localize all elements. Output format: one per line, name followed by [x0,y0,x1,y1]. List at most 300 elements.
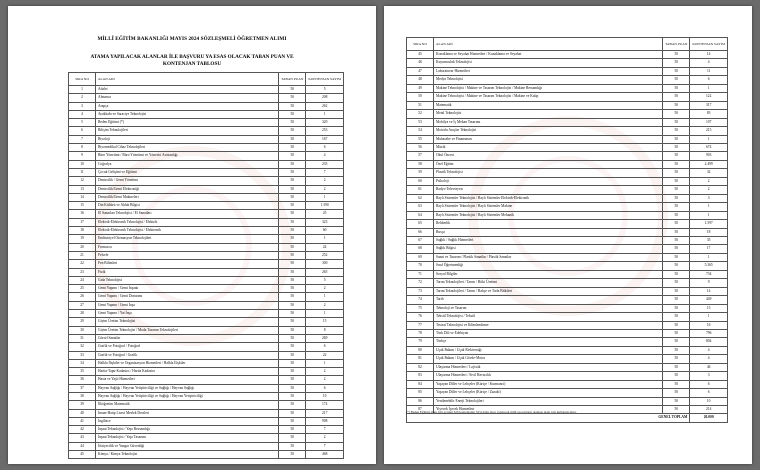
cell-alan-adi: Elektrik-Elektronik Teknolojisi / Elektronik [96,227,279,235]
cell-alan-adi: Bilişim Teknolojileri [96,127,279,135]
cell-taban-puan: 50 [279,343,306,351]
cell-sira-no: 35 [69,368,96,376]
cell-alan-adi: Gemi Yapımı / Yat İnşa [96,310,279,318]
cell-kontenjan: 5 [306,276,344,284]
cell-taban-puan: 50 [663,203,690,211]
table-row [69,326,344,334]
cell-alan-adi: Din Kültürü ve Ahlak Bilgisi [96,202,279,210]
cell-alan-adi: Kimya / Kimya Teknolojisi [96,451,279,459]
cell-alan-adi: Halkla İlişkiler ve Organizasyon Hizmetleri / Halkla İlişkiler [96,359,279,367]
cell-taban-puan: 50 [279,285,306,293]
table-row [69,434,344,442]
cell-sira-no: 3 [69,102,96,110]
cell-sira-no: 14 [69,193,96,201]
cell-taban-puan: 50 [279,417,306,425]
cell-alan-adi: Tekstil Teknolojisi / Tekstil [434,313,663,321]
table-row [69,86,344,94]
cell-sira-no: 84 [407,380,434,388]
cell-taban-puan: 50 [279,218,306,226]
cell-taban-puan: 50 [279,376,306,384]
table-row [69,384,344,392]
cell-alan-adi: Fen Bilimleri [96,260,279,268]
cell-taban-puan: 50 [279,260,306,268]
table-row [407,228,728,236]
cell-sira-no: 9 [69,152,96,160]
table-row [69,368,344,376]
cell-sira-no: 64 [407,211,434,219]
cell-kontenjan: 208 [306,94,344,102]
cell-taban-puan: 50 [279,384,306,392]
header-alan-adi: ALAN ADI [434,38,663,51]
table-body-left [69,86,344,459]
cell-kontenjan: 2 [306,301,344,309]
table-row [69,351,344,359]
cell-taban-puan: 50 [663,186,690,194]
cell-alan-adi: Hayvan Sağlığı / Hayvan Yetiştiriciliği ve Sağlığı / Hayvan Sağlığı [96,384,279,392]
cell-kontenjan: 17 [690,245,728,253]
cell-kontenjan: 8 [306,326,344,334]
cell-kontenjan: 2 [690,186,728,194]
table-header-row [69,73,344,86]
cell-alan-adi: Gemi Yapımı / Gemi İnşa [96,301,279,309]
cell-alan-adi: İmam-Hatip Lisesi Meslek Dersleri [96,409,279,417]
header-taban-puan: TABAN PUAN [663,38,690,51]
cell-taban-puan: 50 [279,86,306,94]
table-row [407,338,728,346]
cell-alan-adi: Biyoloji [96,135,279,143]
cell-alan-adi: İngilizce [96,417,279,425]
table-row [407,76,728,84]
cell-kontenjan: 908 [306,417,344,425]
cell-kontenjan: 1.597 [690,220,728,228]
table-row [407,152,728,160]
cell-sira-no: 75 [407,304,434,312]
table-row [69,152,344,160]
table-row [69,376,344,384]
table-row [69,193,344,201]
cell-taban-puan: 50 [279,160,306,168]
cell-sira-no: 36 [69,376,96,384]
cell-kontenjan: 323 [306,218,344,226]
cell-sira-no: 77 [407,321,434,329]
table-row [69,202,344,210]
cell-taban-puan: 50 [663,406,690,414]
cell-alan-adi: İlköğretim Matematik [96,401,279,409]
cell-kontenjan: 674 [690,143,728,151]
cell-kontenjan: 7 [306,168,344,176]
cell-taban-puan: 50 [279,243,306,251]
table-row [407,101,728,109]
cell-sira-no: 82 [407,363,434,371]
table-row [407,329,728,337]
cell-alan-adi: Ulaştırma Hizmetleri / Lojistik [434,363,663,371]
document-page-right [384,6,752,464]
cell-taban-puan: 50 [279,135,306,143]
cell-alan-adi: Endüstriyel Otomasyon Teknolojileri [96,235,279,243]
cell-alan-adi: Raylı Sistemler Teknolojisi / Raylı Sistemler Mekanik [434,211,663,219]
cell-sira-no: 86 [407,397,434,405]
cell-kontenjan: 122 [690,93,728,101]
quota-table-left [68,72,344,459]
table-row [69,310,344,318]
cell-sira-no: 7 [69,135,96,143]
cell-kontenjan: 9 [690,279,728,287]
header-alan-adi: ALAN ADI [96,73,279,86]
cell-alan-adi: Giyim Üretim Teknolojisi / Moda Tasarım Teknolojileri [96,326,279,334]
cell-alan-adi: Plastik Teknolojisi [434,169,663,177]
cell-taban-puan: 50 [663,236,690,244]
cell-sira-no: 87 [407,406,434,414]
cell-taban-puan: 50 [279,119,306,127]
cell-sira-no: 80 [407,346,434,354]
cell-alan-adi: Müzik [434,143,663,151]
table-row [407,304,728,312]
cell-taban-puan: 50 [279,451,306,459]
cell-sira-no: 18 [69,227,96,235]
table-row [407,296,728,304]
table-row [407,313,728,321]
cell-sira-no: 56 [407,143,434,151]
cell-sira-no: 12 [69,177,96,185]
table-row [69,144,344,152]
cell-taban-puan: 50 [663,93,690,101]
table-row [69,127,344,135]
table-row [407,127,728,135]
cell-taban-puan: 50 [663,329,690,337]
cell-sira-no: 61 [407,186,434,194]
cell-sira-no: 71 [407,270,434,278]
table-row [407,236,728,244]
cell-alan-adi: Adalet [96,86,279,94]
cell-kontenjan: 269 [306,334,344,342]
cell-alan-adi: Matematik [434,101,663,109]
cell-taban-puan: 50 [279,334,306,342]
cell-sira-no: 45 [69,451,96,459]
cell-sira-no: 24 [69,276,96,284]
cell-kontenjan: 10 [306,392,344,400]
cell-taban-puan: 50 [663,220,690,228]
cell-alan-adi: Okul Öncesi [434,152,663,160]
table-row [69,160,344,168]
cell-alan-adi: Laboratuvar Hizmetleri [434,67,663,75]
cell-kontenjan: 1 [690,135,728,143]
cell-taban-puan: 50 [279,251,306,259]
cell-kontenjan: 2.499 [690,160,728,168]
table-row [69,451,344,459]
quota-table-right [406,37,728,423]
cell-kontenjan: 253 [306,127,344,135]
cell-alan-adi: Biyomedikal Cihaz Teknolojileri [96,144,279,152]
cell-sira-no: 34 [69,359,96,367]
cell-kontenjan: 4 [306,152,344,160]
cell-sira-no: 28 [69,310,96,318]
cell-taban-puan: 50 [663,372,690,380]
cell-kontenjan: 15 [306,318,344,326]
cell-kontenjan: 6 [306,343,344,351]
table-row [407,84,728,92]
table-row [69,185,344,193]
cell-alan-adi: İtfaiyecilik ve Yangın Güvenliği [96,442,279,450]
cell-kontenjan: 25 [306,210,344,218]
cell-taban-puan: 50 [279,326,306,334]
cell-taban-puan: 50 [279,351,306,359]
table-row [69,334,344,342]
cell-taban-puan: 50 [279,426,306,434]
cell-taban-puan: 50 [663,245,690,253]
cell-sira-no: 85 [407,389,434,397]
table-row [407,346,728,354]
cell-taban-puan: 50 [663,135,690,143]
cell-taban-puan: 50 [663,110,690,118]
cell-alan-adi: Elektrik-Elektronik Teknolojisi / Elektrik [96,218,279,226]
cell-sira-no: 73 [407,287,434,295]
cell-kontenjan: 7 [306,426,344,434]
cell-sira-no: 66 [407,228,434,236]
cell-kontenjan: 1 [306,193,344,201]
cell-alan-adi: Büro Yönetimi / Büro Yönetimi ve Yönetici Asistanlığı [96,152,279,160]
cell-kontenjan: 11 [690,67,728,75]
header-kontenjan: KONTENJAN SAYISI [690,38,728,51]
cell-taban-puan: 50 [279,193,306,201]
cell-alan-adi: Rusça [434,228,663,236]
cell-kontenjan: 265 [306,268,344,276]
cell-sira-no: 79 [407,338,434,346]
cell-alan-adi: Beden Eğitimi (*) [96,119,279,127]
cell-alan-adi: Almanca [96,94,279,102]
cell-sira-no: 40 [69,409,96,417]
table-row [69,359,344,367]
cell-taban-puan: 50 [279,227,306,235]
cell-taban-puan: 50 [279,392,306,400]
cell-alan-adi: Sınıf Öğretmenliği [434,262,663,270]
table-row [69,110,344,118]
cell-kontenjan: 6 [306,144,344,152]
cell-alan-adi: Gemi Yapımı / Gemi İnşaatı [96,285,279,293]
cell-sira-no: 32 [69,343,96,351]
cell-kontenjan: 903 [690,152,728,160]
cell-sira-no: 19 [69,235,96,243]
document-subtitle [8,54,376,68]
cell-sira-no: 23 [69,268,96,276]
cell-kontenjan: 14 [690,51,728,59]
table-row [407,389,728,397]
document-page-left [8,6,376,464]
table-row [407,203,728,211]
cell-kontenjan: 6 [690,389,728,397]
cell-kontenjan: 1 [306,293,344,301]
table-row [407,67,728,75]
cell-kontenjan: 35 [690,236,728,244]
table-row [69,168,344,176]
cell-kontenjan: 804 [690,338,728,346]
cell-kontenjan: 6 [306,384,344,392]
table-row [407,211,728,219]
table-row [69,401,344,409]
total-row [407,414,728,422]
table-row [407,253,728,261]
table-row [69,119,344,127]
total-label: GENEL TOPLAM [407,414,690,422]
cell-alan-adi: Yiyecek İçecek Hizmetleri [434,406,663,414]
cell-sira-no: 62 [407,194,434,202]
cell-sira-no: 8 [69,144,96,152]
cell-sira-no: 46 [407,59,434,67]
table-row [69,210,344,218]
table-row [407,270,728,278]
cell-alan-adi: Fizik [96,268,279,276]
cell-taban-puan: 50 [279,235,306,243]
cell-kontenjan: 2 [306,376,344,384]
cell-sira-no: 53 [407,118,434,126]
cell-alan-adi: Çocuk Gelişimi ve Eğitimi [96,168,279,176]
cell-alan-adi: İnşaat Teknolojisi / Yapı Tasarımı [96,434,279,442]
cell-sira-no: 31 [69,334,96,342]
cell-sira-no: 67 [407,236,434,244]
cell-kontenjan: 167 [306,135,344,143]
cell-sira-no: 25 [69,285,96,293]
table-row [407,59,728,67]
table-row [69,260,344,268]
cell-kontenjan: 1 [690,203,728,211]
cell-taban-puan: 50 [663,143,690,151]
table-row [69,268,344,276]
cell-kontenjan: 4 [690,346,728,354]
cell-alan-adi: Raylı Sistemler Teknolojisi / Raylı Sistemler Elektrik-Elektronik [434,194,663,202]
cell-sira-no: 59 [407,169,434,177]
cell-sira-no: 52 [407,110,434,118]
table-row [69,243,344,251]
table-row [69,251,344,259]
cell-kontenjan: 174 [306,401,344,409]
cell-taban-puan: 50 [279,127,306,135]
cell-taban-puan: 50 [279,276,306,284]
cell-taban-puan: 50 [279,310,306,318]
table-row [407,169,728,177]
cell-kontenjan: 734 [690,270,728,278]
table-row [69,417,344,425]
cell-sira-no: 4 [69,110,96,118]
cell-taban-puan: 50 [663,253,690,261]
header-kontenjan: KONTENJAN SAYISI [306,73,344,86]
cell-sira-no: 70 [407,262,434,270]
cell-kontenjan: 262 [306,102,344,110]
cell-taban-puan: 50 [663,228,690,236]
cell-alan-adi: Giyim Üretim Teknolojisi [96,318,279,326]
document-title: MİLLÎ EĞİTİM BAKANLIĞI MAYIS 2024 SÖZLEŞMELİ ÖĞRETMEN ALIMI [97,36,287,42]
cell-alan-adi: Rehberlik [434,220,663,228]
cell-kontenjan: 1 [306,110,344,118]
cell-sira-no: 63 [407,203,434,211]
cell-taban-puan: 50 [663,51,690,59]
cell-taban-puan: 50 [279,210,306,218]
cell-sira-no: 72 [407,279,434,287]
table-row [407,93,728,101]
cell-kontenjan: 24 [306,243,344,251]
cell-taban-puan: 50 [279,442,306,450]
cell-kontenjan: 22 [306,351,344,359]
cell-kontenjan: 83 [690,110,728,118]
table-row [69,285,344,293]
cell-taban-puan: 50 [663,59,690,67]
header-taban-puan: TABAN PUAN [279,73,306,86]
table-header-row [407,38,728,51]
cell-alan-adi: Hayvan Sağlığı / Hayvan Yetiştiriciliği ve Sağlığı / Hayvan Yetiştiriciliği [96,392,279,400]
cell-taban-puan: 50 [279,202,306,210]
cell-sira-no: 50 [407,93,434,101]
cell-alan-adi: Uçak Bakım / Uçak Gövde-Motor [434,355,663,363]
table-row [407,287,728,295]
cell-kontenjan: 6 [690,76,728,84]
cell-alan-adi: Teknoloji ve Tasarım [434,304,663,312]
cell-taban-puan: 50 [663,160,690,168]
cell-alan-adi: Görsel Sanatlar [96,334,279,342]
cell-kontenjan: 468 [306,451,344,459]
cell-kontenjan: 1 [306,310,344,318]
cell-taban-puan: 50 [663,177,690,185]
cell-alan-adi: Türk Dili ve Edebiyatı [434,329,663,337]
cell-taban-puan: 50 [663,270,690,278]
subtitle-line-1: ATAMA YAPILACAK ALANLAR İLE BAŞVURU YA ESAS OLACAK TABAN PUAN VE [90,54,294,60]
table-row [407,135,728,143]
cell-alan-adi: Sağlık Bilgisi [434,245,663,253]
cell-alan-adi: Gemi Yapımı / Gemi Donatımı [96,293,279,301]
cell-sira-no: 39 [69,401,96,409]
cell-sira-no: 65 [407,220,434,228]
cell-sira-no: 16 [69,210,96,218]
table-row [407,397,728,405]
table-row [69,135,344,143]
cell-alan-adi: Ayakkabı ve Saraciye Teknolojisi [96,110,279,118]
cell-sira-no: 38 [69,392,96,400]
cell-sira-no: 1 [69,86,96,94]
cell-taban-puan: 50 [279,144,306,152]
cell-taban-puan: 50 [663,84,690,92]
cell-kontenjan: 1.590 [306,202,344,210]
cell-sira-no: 43 [69,434,96,442]
cell-taban-puan: 50 [663,313,690,321]
cell-kontenjan: 300 [306,260,344,268]
cell-alan-adi: Denizcilik / Gemi Yönetimi [96,177,279,185]
cell-alan-adi: Kuyumculuk Teknolojisi [434,59,663,67]
cell-sira-no: 45 [407,51,434,59]
cell-alan-adi: Makine Teknolojisi / Makine ve Tasarım Teknolojisi / Makine Ressamlığı [434,84,663,92]
cell-taban-puan: 50 [663,397,690,405]
cell-taban-puan: 50 [663,380,690,388]
subtitle-line-2: KONTENJAN TABLOSU [162,61,222,67]
cell-taban-puan: 50 [663,389,690,397]
cell-kontenjan: 18 [690,228,728,236]
cell-alan-adi: Tarım Teknolojileri / Tarım / Bitki Üretimi [434,279,663,287]
cell-taban-puan: 50 [279,409,306,417]
cell-taban-puan: 50 [663,169,690,177]
cell-alan-adi: Grafik ve Fotoğraf / Fotoğraf [96,343,279,351]
cell-kontenjan: 3 [690,194,728,202]
table-row [69,343,344,351]
cell-sira-no: 6 [69,127,96,135]
cell-alan-adi: Psikoloji [434,177,663,185]
cell-sira-no: 10 [69,160,96,168]
cell-alan-adi: Mobilya ve İç Mekan Tasarımı [434,118,663,126]
cell-sira-no: 74 [407,296,434,304]
cell-taban-puan: 50 [663,346,690,354]
cell-sira-no: 78 [407,329,434,337]
table-row [69,94,344,102]
cell-alan-adi: Ulaştırma Hizmetleri / Sivil Havacılık [434,372,663,380]
table-row [407,177,728,185]
cell-alan-adi: Felsefe [96,251,279,259]
cell-taban-puan: 50 [663,321,690,329]
cell-alan-adi: İnşaat Teknolojisi / Yapı Ressamlığı [96,426,279,434]
